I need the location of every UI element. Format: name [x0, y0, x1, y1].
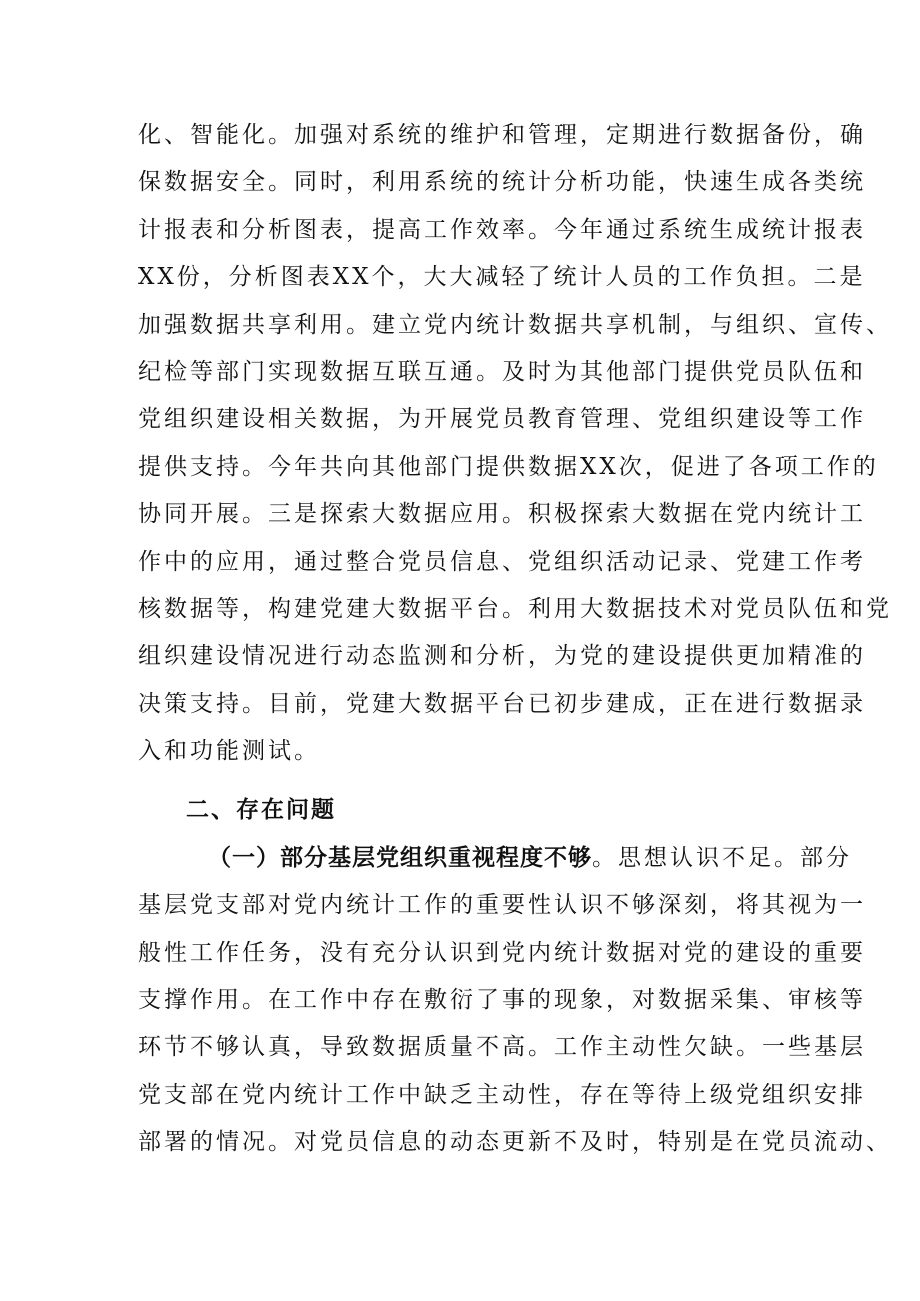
subsection-title: （一）部分基层党组织重视程度不够 — [208, 844, 592, 871]
paragraph-line: 协同开展。三是探索大数据应用。积极探索大数据在党内统计工 — [138, 501, 866, 528]
paragraph-line: 般性工作任务，没有充分认识到党内统计数据对党的建设的重要 — [138, 939, 866, 966]
paragraph-line: 作中的应用，通过整合党员信息、党组织活动记录、党建工作考 — [138, 548, 866, 575]
paragraph-line: 决策支持。目前，党建大数据平台已初步建成，正在进行数据录 — [138, 690, 866, 717]
paragraph-line: 化、智能化。加强对系统的维护和管理，定期进行数据备份，确 — [138, 122, 866, 148]
paragraph-line: 入和功能测试。 — [138, 738, 320, 765]
paragraph-line: 环节不够认真，导致数据质量不高。工作主动性欠缺。一些基层 — [138, 1034, 866, 1061]
document-body — [138, 112, 892, 1167]
subsection-lead-line — [138, 835, 852, 882]
paragraph-line: 计报表和分析图表，提高工作效率。今年通过系统生成统计报表 — [138, 216, 866, 243]
paragraph-line: 保数据安全。同时，利用系统的统计分析功能，快速生成各类统 — [138, 169, 866, 196]
paragraph-line: 党支部在党内统计工作中缺乏主动性，存在等待上级党组织安排 — [138, 1081, 866, 1108]
paragraph-line: 组织建设情况进行动态监测和分析，为党的建设提供更加精准的 — [138, 643, 866, 670]
paragraph-line: 党组织建设相关数据，为开展党员教育管理、党组织建设等工作 — [138, 406, 866, 433]
paragraph-line: 核数据等，构建党建大数据平台。利用大数据技术对党员队伍和党 — [138, 595, 892, 622]
paragraph-line: 基层党支部对党内统计工作的重要性认识不够深刻，将其视为一 — [138, 892, 866, 919]
paragraph-line: 提供支持。今年共向其他部门提供数据XX次，促进了各项工作的 — [138, 453, 879, 480]
paragraph-line: 支撑作用。在工作中存在敷衍了事的现象，对数据采集、审核等 — [138, 987, 866, 1014]
paragraph-line: 部署的情况。对党员信息的动态更新不及时，特别是在党员流动、 — [138, 1129, 892, 1156]
paragraph-line: 纪检等部门实现数据互联互通。及时为其他部门提供党员队伍和 — [138, 358, 866, 385]
paragraph-line: XX份，分析图表XX个，大大减轻了统计人员的工作负担。二是 — [138, 264, 866, 291]
subsection-lead-text: 。思想认识不足。部分 — [592, 844, 852, 871]
paragraph-line: 加强数据共享利用。建立党内统计数据共享机制，与组织、宣传、 — [138, 311, 892, 338]
section-heading: 二、存在问题 — [186, 797, 336, 824]
